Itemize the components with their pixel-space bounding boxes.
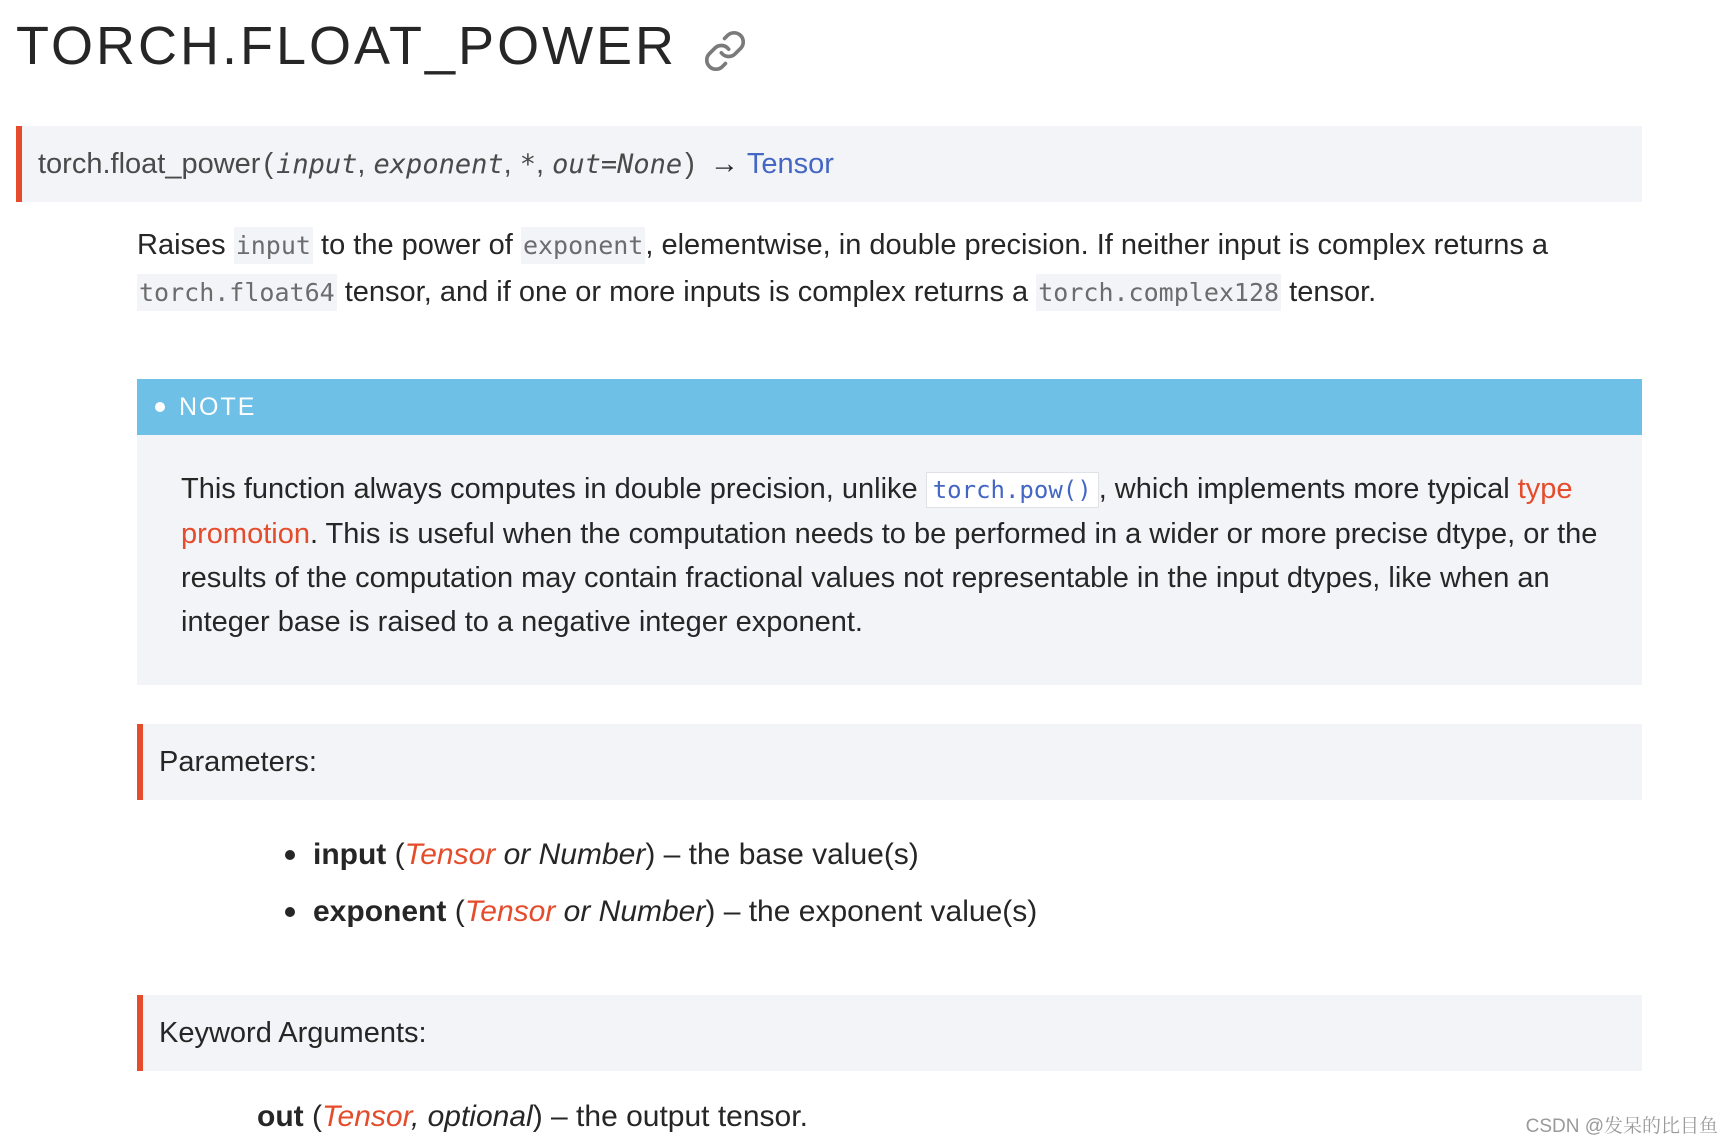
tensor-type-link[interactable]: Tensor [464, 894, 556, 928]
param-close-paren: ) [532, 1100, 543, 1133]
note-text: , which implements more typical [1098, 473, 1518, 505]
page-title-text: TORCH.FLOAT_POWER [16, 16, 678, 76]
param-type [405, 838, 646, 872]
note-body [137, 435, 1642, 644]
signature-separator: , [357, 147, 366, 180]
param-open-paren: ( [303, 1100, 322, 1133]
description-text: , elementwise, in double precision. If neither input is complex returns a [645, 229, 1549, 261]
signature-param-exponent: exponent [373, 148, 504, 180]
param-desc: – the base value(s) [655, 837, 919, 871]
signature-close-paren: ) [685, 147, 695, 180]
type-promotion-link[interactable]: type promotion [181, 473, 1573, 550]
param-name: out [257, 1100, 304, 1133]
note-header [137, 379, 1642, 435]
parameters-list [285, 826, 1037, 940]
param-name: exponent [313, 894, 447, 928]
return-type-link[interactable]: Tensor [746, 147, 834, 180]
bullet-icon [285, 850, 295, 860]
function-description [137, 222, 1637, 316]
param-open-paren: ( [446, 894, 465, 928]
signature-param-out: out=None [552, 148, 683, 180]
code-complex128: torch.complex128 [1036, 274, 1281, 311]
note-box [137, 379, 1642, 685]
tensor-type-link[interactable]: Tensor [321, 1100, 411, 1133]
param-close-paren: ) [705, 894, 716, 928]
param-close-paren: ) [645, 837, 656, 871]
param-desc: – the output tensor. [542, 1100, 808, 1133]
signature-separator: , [503, 147, 512, 180]
function-signature [16, 126, 1642, 202]
signature-open-paren: ( [263, 147, 274, 180]
description-text: tensor. [1281, 276, 1377, 308]
signature-separator: , [535, 147, 545, 180]
note-text: This function always computes in double precision, unlike [181, 473, 926, 505]
signature-name: torch.float_power [38, 147, 261, 180]
keyword-arguments-header-label: Keyword Arguments: [159, 1016, 427, 1049]
link-icon[interactable] [703, 24, 747, 68]
code-float64: torch.float64 [137, 274, 337, 311]
param-open-paren: ( [386, 837, 405, 871]
param-type [465, 895, 706, 929]
list-item [285, 883, 1037, 940]
code-input: input [234, 227, 313, 264]
description-text: tensor, and if one or more inputs is complex returns a [336, 276, 1037, 308]
param-type-rest: , optional [410, 1100, 533, 1133]
param-desc: – the exponent value(s) [715, 894, 1038, 928]
signature-param-input: input [276, 148, 358, 180]
watermark: CSDN @发呆的比目鱼 [1525, 1116, 1718, 1137]
parameters-header-label: Parameters: [159, 745, 317, 778]
param-type-rest: or Number [555, 894, 706, 928]
signature-param-star: * [519, 148, 536, 180]
description-text: to the power of [312, 229, 521, 261]
bullet-icon [285, 907, 295, 917]
keyword-arguments-header [137, 995, 1642, 1071]
list-item [285, 826, 1037, 883]
param-type-rest: or Number [495, 837, 646, 871]
description-text: Raises [137, 229, 234, 261]
note-text: . This is useful when the computation needs to be performed in a wider or more precise dtype, or the results of the computation may contain fractional values not representable in the input dtypes, like when an integer base is raised to a negative integer exponent. [181, 518, 1598, 638]
keyword-argument-item [257, 1092, 808, 1142]
bullet-icon [155, 402, 165, 412]
note-header-label: NOTE [179, 392, 257, 421]
code-exponent: exponent [521, 227, 645, 264]
signature-arrow: → [709, 147, 739, 180]
param-type [322, 1100, 533, 1134]
param-name: input [313, 837, 387, 871]
tensor-type-link[interactable]: Tensor [404, 837, 496, 871]
torch-pow-link[interactable]: torch.pow() [926, 472, 1099, 508]
page-title [16, 8, 747, 84]
parameters-header [137, 724, 1642, 800]
